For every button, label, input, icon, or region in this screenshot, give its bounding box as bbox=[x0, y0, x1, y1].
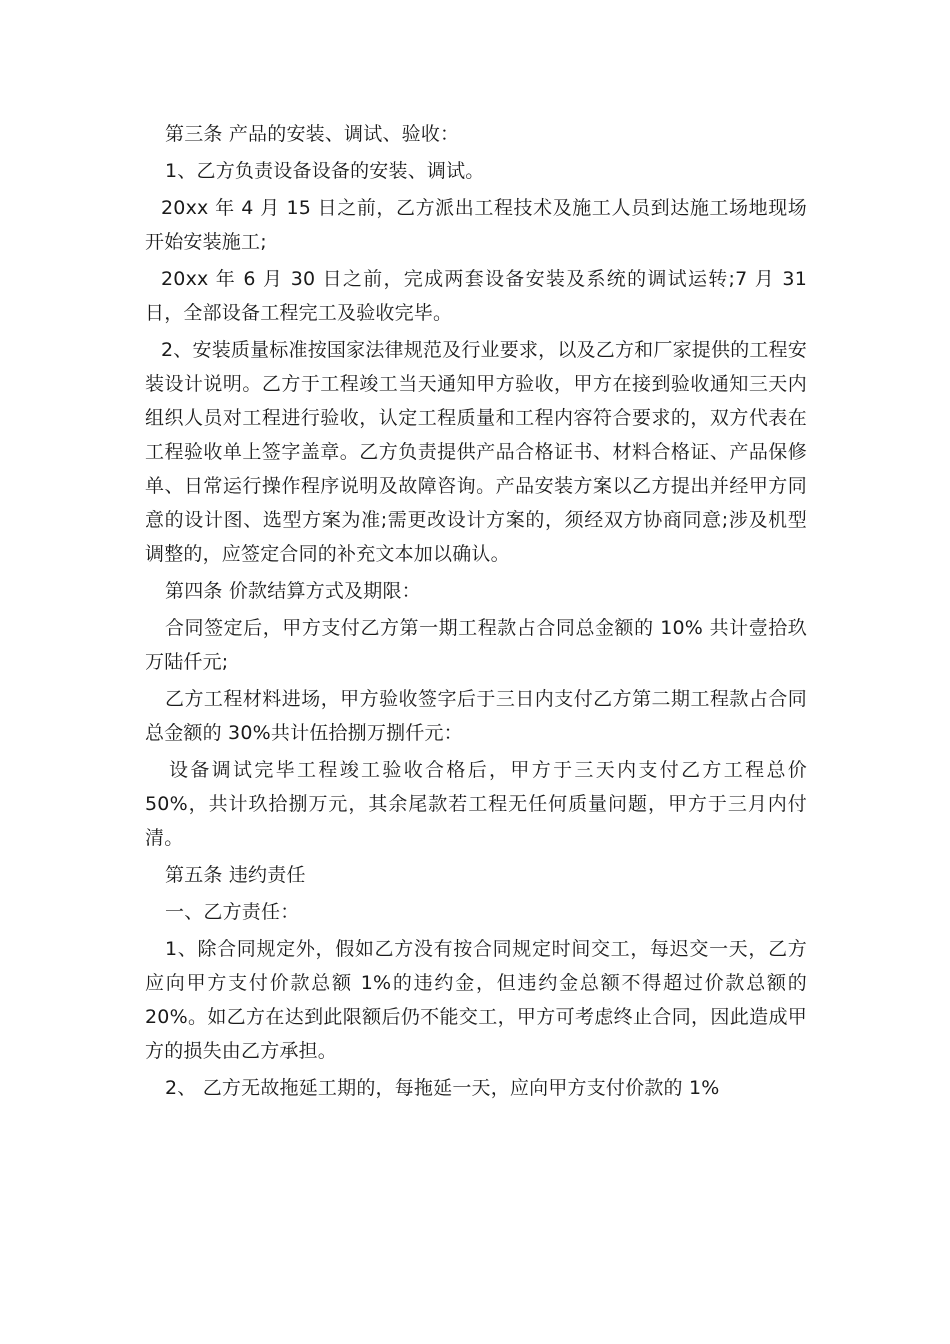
section-3-heading: 第三条 产品的安装、调试、验收： bbox=[165, 123, 460, 145]
payment-2: 乙方工程材料进场，甲方验收签字后于三日内支付乙方第二期工程款占合同总金额的 30%共计伍拾捌万捌仟元： bbox=[145, 688, 807, 744]
party-b-liability-heading: 一、乙方责任： bbox=[165, 901, 300, 923]
clause-3-1: 1、乙方负责设备设备的安装、调试。 bbox=[165, 160, 485, 182]
section-4-heading: 第四条 价款结算方式及期限： bbox=[165, 580, 421, 602]
document-page bbox=[145, 117, 807, 1108]
clause-3-1-schedule-1: 20xx 年 4 月 15 日之前，乙方派出工程技术及施工人员到达施工场地现场开始安装施工; bbox=[145, 197, 807, 253]
section-5-heading: 第五条 违约责任 bbox=[165, 864, 306, 886]
clause-3-2: 2、安装质量标准按国家法律规范及行业要求，以及乙方和厂家提供的工程安装设计说明。乙方于工程竣工当天通知甲方验收，甲方在接到验收通知三天内组织人员对工程进行验收，认定工程质量和工程内容符合要求的，双方代表在工程验收单上签字盖章。乙方负责提供产品合格证书、材料合格证、产品保修单、日常运行操作程序说明及故障咨询。产品安装方案以乙方提出并经甲方同意的设计图、选型方案为准;需更改设计方案的，须经双方协商同意;涉及机型调整的，应签定合同的补充文本加以确认。 bbox=[145, 339, 807, 565]
clause-3-1-schedule-2: 20xx 年 6 月 30 日之前，完成两套设备安装及系统的调试运转;7 月 31 日，全部设备工程完工及验收完毕。 bbox=[145, 268, 807, 324]
liability-clause-1: 1、除合同规定外，假如乙方没有按合同规定时间交工，每迟交一天，乙方应向甲方支付价款总额 1%的违约金，但违约金总额不得超过价款总额的 20%。如乙方在达到此限额后仍不能交工，甲方可考虑终止合同，因此造成甲方的损失由乙方承担。 bbox=[145, 938, 807, 1062]
payment-1: 合同签定后，甲方支付乙方第一期工程款占合同总金额的 10% 共计壹拾玖万陆仟元; bbox=[145, 617, 807, 673]
liability-clause-2: 2、 乙方无故拖延工期的，每拖延一天，应向甲方支付价款的 1% bbox=[165, 1077, 720, 1099]
payment-3: 设备调试完毕工程竣工验收合格后，甲方于三天内支付乙方工程总价 50%，共计玖拾捌万元，其余尾款若工程无任何质量问题，甲方于三月内付清。 bbox=[145, 759, 807, 849]
